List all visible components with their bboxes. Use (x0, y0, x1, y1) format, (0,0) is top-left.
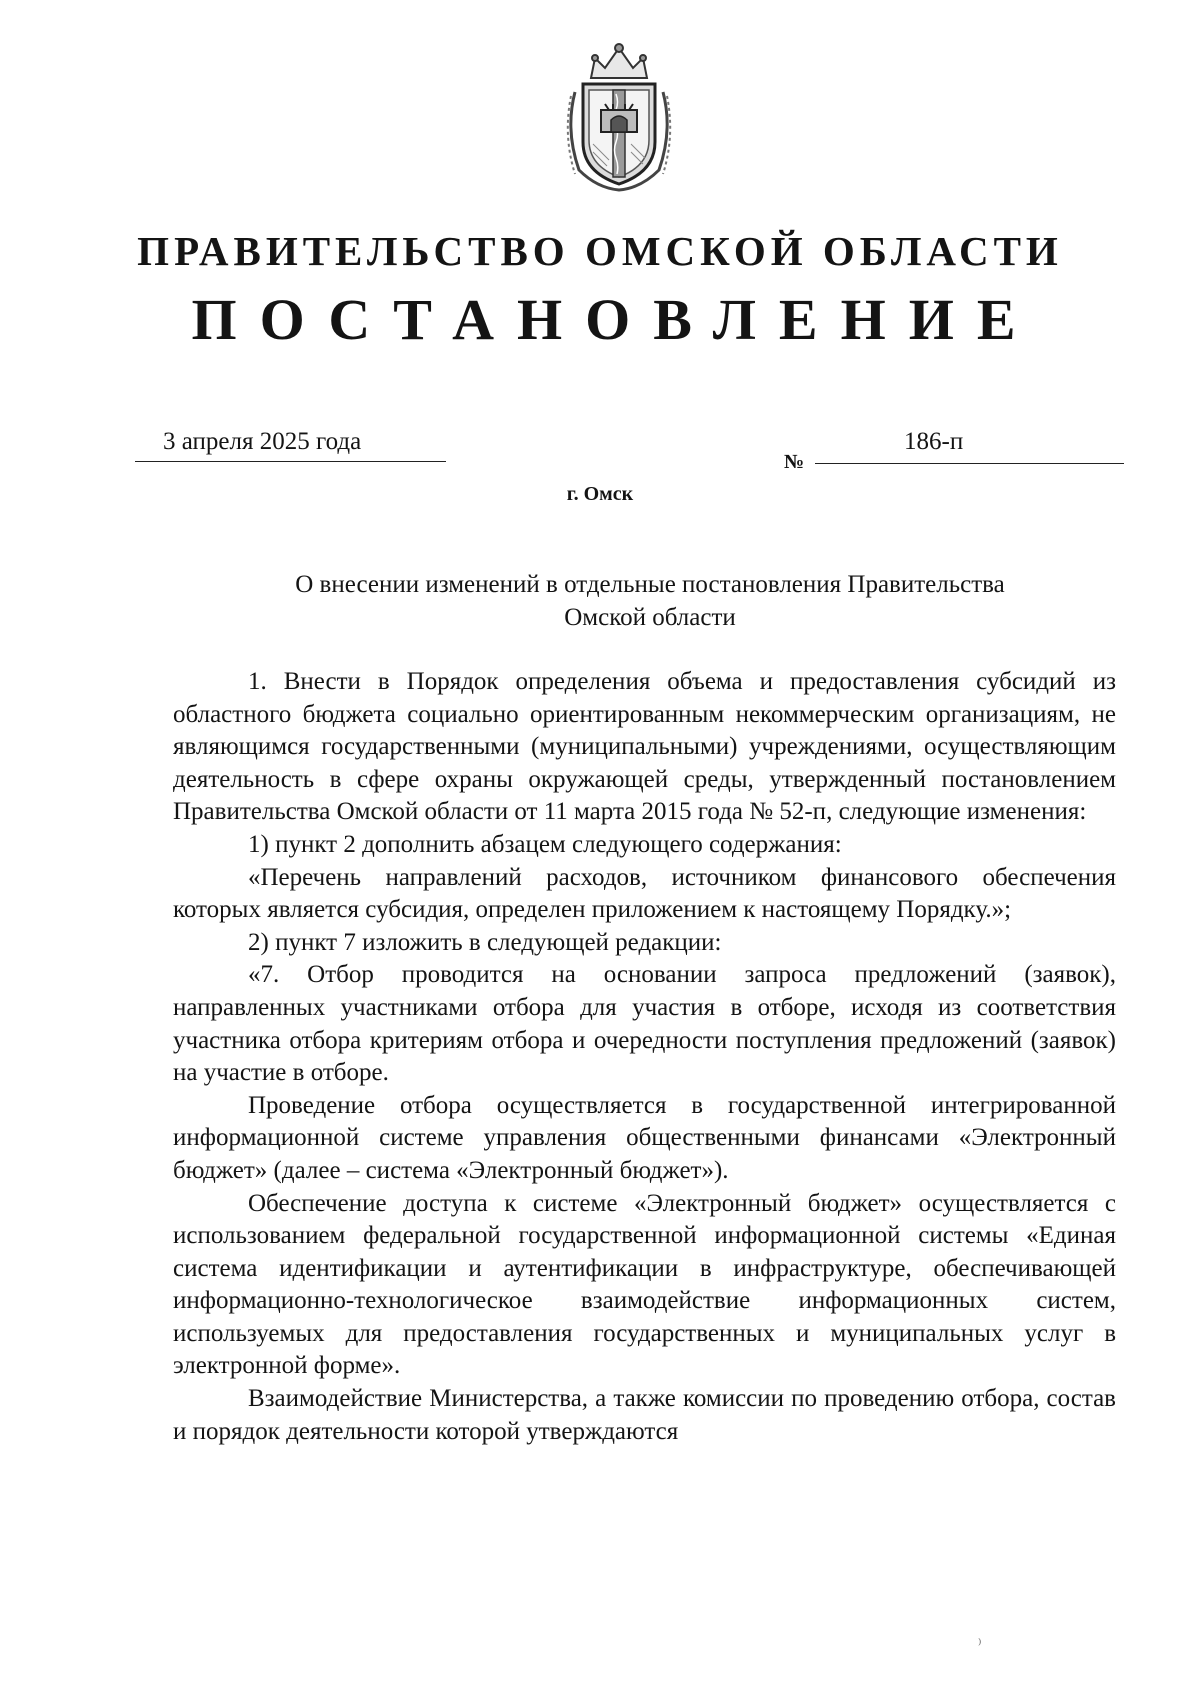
body-paragraph: 2) пункт 7 изложить в следующей редакции: (248, 928, 722, 956)
document-type-heading: ПОСТАНОВЛЕНИЕ (191, 287, 1039, 352)
document-date-field (135, 427, 446, 462)
body-paragraph: Обеспечение доступа к системе «Электронный бюджет» осуществляется с использованием федеральной государственной информационной системы «Единая система идентификации и аутентификации в инфраструктуре, обеспечивающей информационно-технологическое взаимодействие информационных систем, используемых для предоставления государственных и муниципальных услуг в электронной форме». (173, 1189, 1116, 1380)
document-number: 186-п (904, 428, 964, 455)
number-sign: № (784, 451, 805, 473)
body-paragraph: «Перечень направлений расходов, источником финансового обеспечения которых является субсидия, определен приложением к настоящему Порядку.»; (173, 863, 1116, 924)
body-paragraph: «7. Отбор проводится на основании запроса предложений (заявок), направленных участниками отбора для участия в отборе, исходя из соответствия участника отбора критериям отбора и очередности поступления предложений (заявок) на участие в отборе. (173, 961, 1116, 1087)
document-number-field (815, 427, 1124, 464)
body-paragraph: Проведение отбора осуществляется в государственной интегрированной информационной системе управления общественными финансами «Электронный бюджет» (далее – система «Электронный бюджет»). (173, 1091, 1116, 1184)
body-paragraph: Взаимодействие Министерства, а также комиссии по проведению отбора, состав и порядок деятельности которой утверждаются (173, 1385, 1116, 1445)
document-date: 3 апреля 2025 года (163, 428, 362, 455)
coat-of-arms-icon (561, 40, 677, 192)
body-paragraph: 1) пункт 2 дополнить абзацем следующего содержания: (248, 830, 842, 858)
document-title (200, 568, 1100, 634)
scan-mark: ⁾ (978, 1638, 982, 1653)
city-label: г. Омск (566, 483, 634, 505)
organization-name: ПРАВИТЕЛЬСТВО ОМСКОЙ ОБЛАСТИ (137, 228, 1063, 274)
document-title-line-1: О внесении изменений в отдельные постановления Правительства (295, 571, 1005, 598)
document-body (173, 666, 1116, 1448)
body-paragraph: 1. Внести в Порядок определения объема и предоставления субсидий из областного бюджета социально ориентированным некоммерческим организациям, не являющимся государственными (муниципальными) учреждениями, осуществляющим деятельность в сфере охраны окружающей среды, утвержденный постановлением Правительства Омской области от 11 марта 2015 года № 52-п, следующие изменения: (173, 668, 1116, 826)
document-title-line-2: Омской области (564, 604, 736, 631)
